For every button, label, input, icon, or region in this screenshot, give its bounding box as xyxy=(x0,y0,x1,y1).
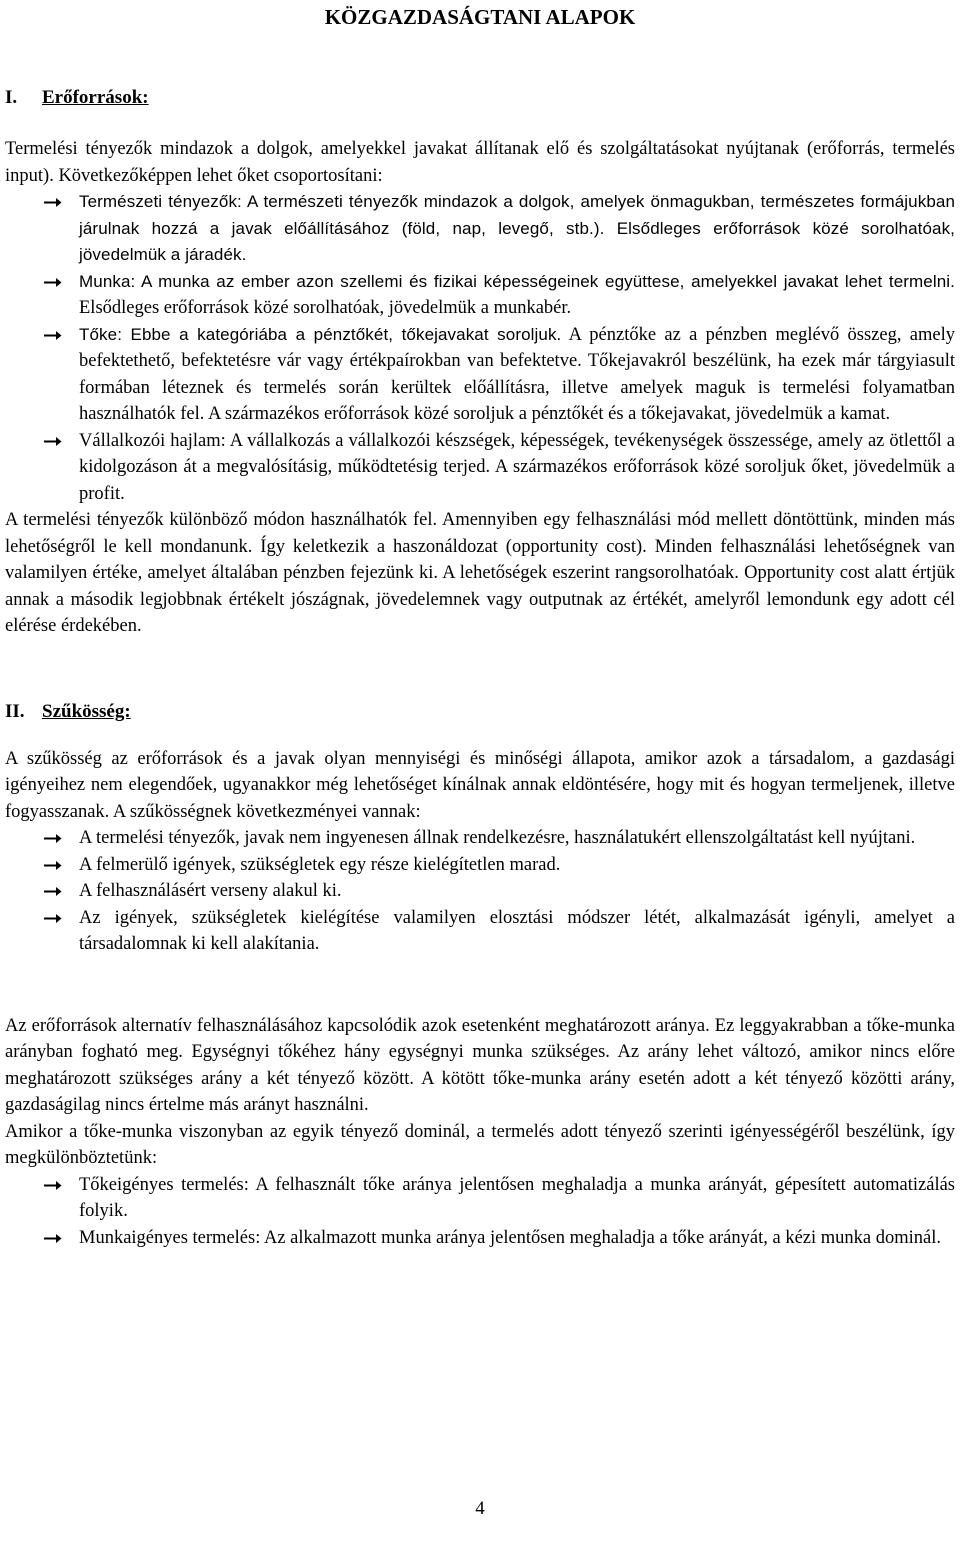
section-number: I. xyxy=(5,87,18,108)
list-item-text: A felhasználásért verseny alakul ki. xyxy=(79,881,342,901)
page-number: 4 xyxy=(475,1498,485,1519)
hand-arrow-icon xyxy=(44,1180,62,1191)
paragraph-scarcity: A szűkösség az erőforrások és a javak olyan mennyiségi és minőségi állapota, amikor azok a társadalom, a gazdasági igényeihez nem elegendőek, ugyanakkor még lehetőséget kínálnak annak eldöntésére, hogy mit és hogyan termeljenek, illetve fogyasszanak. A szűkösségnek következményei vannak: xyxy=(5,748,955,822)
paragraph-intro: Termelési tényezők mindazok a dolgok, amelyekkel javakat állítanak elő és szolgáltatásokat nyújtanak (erőforrás, termelés input). Következőképpen lehet őket csoportosítani: xyxy=(5,139,955,186)
list-item xyxy=(5,825,955,852)
list-item-text: Vállalkozói hajlam: A vállalkozás a vállalkozói készségek, képességek, tevékenységek összessége, amely az ötlettől a kidolgozáson át a megvalósításig, működtetésig terjed. A származékos erőforrások közé soroljuk őket, jövedelmük a profit. xyxy=(79,430,955,504)
list-item xyxy=(5,428,955,508)
hand-arrow-icon xyxy=(44,886,62,897)
list-item xyxy=(5,189,955,269)
list-item xyxy=(5,852,955,879)
section-heading-resources xyxy=(5,85,955,111)
document-page xyxy=(5,0,955,1251)
hand-arrow-icon xyxy=(44,1233,62,1244)
list-item-text: A termelési tényezők, javak nem ingyenesen állnak rendelkezésre, használatukért ellenszolgáltatást kell nyújtani. xyxy=(79,828,916,848)
list-item xyxy=(5,878,955,905)
resource-list xyxy=(5,189,955,507)
consequence-list xyxy=(5,825,955,958)
list-item xyxy=(5,1172,955,1225)
section-label: Erőforrások: xyxy=(42,87,149,108)
hand-arrow-icon xyxy=(44,277,62,288)
hand-arrow-icon xyxy=(44,860,62,871)
list-item-text: Munkaigényes termelés: Az alkalmazott munka aránya jelentősen meghaladja a tőke arányát, a kézi munka dominál. xyxy=(79,1227,941,1248)
hand-arrow-icon xyxy=(44,330,62,341)
paragraph-capital-labor-ratio: Az erőforrások alternatív felhasználásához kapcsolódik azok esetenként meghatározott aránya. Ez leggyakrabban a tőke-munka arányban fogható meg. Egységnyi tőkéhez hány egységnyi munka szükséges. Az arány lehet változó, amikor nincs előre meghatározott szükséges arány a két tényező között. A kötött tőke-munka arány esetén adott a két tényező közötti arány, gazdaságilag nincs értelme más arányt használni. xyxy=(5,1015,955,1115)
list-item xyxy=(5,322,955,428)
list-item-tail: A pénztőke az a pénzben meglévő összeg, amely befektethető, befektetésre vár vagy értékpaírokban van befektetve. Tőkejavakról beszélünk, ha ezek már tárgyiasult formában léteznek és termelés során kerültek előállításra, illetve amelyek maguk is termelési folyamatban használhatók fel. A származékos erőforrások közé soroljuk a pénztőkét és a tőkejavakat, jövedelmük a kamat. xyxy=(79,324,955,424)
section-number: II. xyxy=(5,700,25,722)
hand-arrow-icon xyxy=(44,913,62,924)
section-heading-scarcity xyxy=(5,699,955,725)
list-item xyxy=(5,1225,955,1252)
list-item-text: A felmerülő igények, szükségletek egy része kielégítetlen marad. xyxy=(79,854,561,875)
intensity-list xyxy=(5,1172,955,1252)
list-item xyxy=(5,905,955,958)
list-item xyxy=(5,269,955,322)
hand-arrow-icon xyxy=(44,436,62,447)
paragraph-opportunity-cost: A termelési tényezők különböző módon használhatók fel. Amennyiben egy felhasználási mód mellett döntöttünk, minden más lehetőségről le kell mondanunk. Így keletkezik a haszonáldozat (opportunity cost). Minden felhasználási lehetőségnek van valamilyen értéke, amelyet általában pénzben fejezünk ki. A lehetőségek eszerint rangsorolhatóak. Opportunity cost alatt értjük annak a második legjobbnak értékelt jószágnak, jövedelemnek vagy outputnak az értékét, amelyről lemondunk egy adott cél elérése érdekében. xyxy=(5,510,955,636)
list-item-text: Az igények, szükségletek kielégítése valamilyen elosztási módszer létét, alkalmazását igényli, amelyet a társadalomnak ki kell alakítania. xyxy=(79,907,955,954)
list-item-text: Tőke: Ebbe a kategóriába a pénztőkét, tőkejavakat soroljuk. xyxy=(79,324,562,344)
list-item-text: Munka: A munka az ember azon szellemi és fizikai képességeinek együttese, amelyekkel javakat lehet termelni. xyxy=(79,271,955,291)
paragraph-intensity: Amikor a tőke-munka viszonyban az egyik tényező dominál, a termelés adott tényező szerinti igényességéről beszélünk, így megkülönböztetünk: xyxy=(5,1121,955,1168)
list-item-text: Természeti tényezők: A természeti tényezők mindazok a dolgok, amelyek önmagukban, természetes formájukban járulnak hozzá a javak előállításához (föld, nap, levegő, stb.). Elsődleges erőforrások közé sorolhatóak, jövedelmük a járadék. xyxy=(79,192,955,264)
document-title: KÖZGAZDASÁGTANI ALAPOK xyxy=(324,5,636,29)
section-label: Szűkösség: xyxy=(42,700,131,722)
list-item-tail: Elsődleges erőforrások közé sorolhatóak, jövedelmük a munkabér. xyxy=(79,298,572,318)
hand-arrow-icon xyxy=(44,197,62,208)
hand-arrow-icon xyxy=(44,833,62,844)
list-item-text: Tőkeigényes termelés: A felhasznált tőke aránya jelentősen meghaladja a munka arányát, gépesített automatizálás folyik. xyxy=(79,1174,955,1221)
